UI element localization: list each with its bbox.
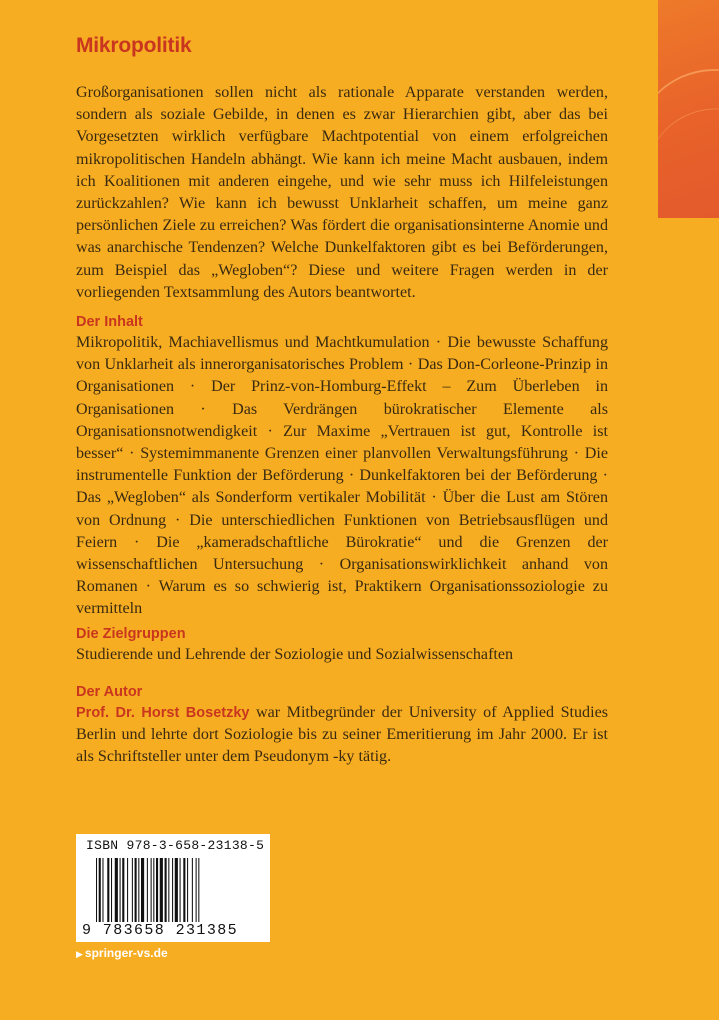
barcode-bar <box>107 858 109 922</box>
barcode-bar <box>147 858 148 922</box>
inhalt-heading: Der Inhalt <box>76 314 143 330</box>
barcode-bar <box>172 858 173 922</box>
barcode <box>96 858 264 922</box>
barcode-bar <box>111 858 112 922</box>
barcode-bar <box>132 858 133 922</box>
barcode-bar <box>115 858 118 922</box>
barcode-bar <box>180 858 181 922</box>
barcode-bar <box>175 858 178 922</box>
autor-heading: Der Autor <box>76 684 143 700</box>
intro-paragraph: Großorganisationen sollen nicht als rationale Apparate verstanden werden, sondern als soziale Gebilde, in denen es zwar Hierarchien gibt, aber das bei Vorgesetzten wirklich verfügbare Machtpotential von einem erfolgreichen mikropolitischen Handeln abhängt. Wie kann ich meine Macht ausbauen, indem ich Koalitionen mit anderen eingehe, und wie sehr muss ich Hilfeleistungen zurückzahlen? Wie kann ich bewusst Unklarheit schaffen, um meine ganz persönlichen Ziele zu erreichen? Was fördert die organisationsinterne Anomie und was anarchische Tendenzen? Welche Dunkelfaktoren gibt es bei Beförderungen, zum Beispiel das „Wegloben“? Diese und weitere Fragen werden in der vorliegenden Textsammlung des Autors beantwortet. <box>76 84 608 301</box>
zielgruppen-heading: Die Zielgruppen <box>76 626 186 642</box>
publisher-url: springer-vs.de <box>84 946 168 960</box>
autor-text <box>76 702 608 769</box>
barcode-bar <box>153 858 154 922</box>
barcode-bar <box>151 858 152 922</box>
author-name: Prof. Dr. Horst Bosetzky <box>76 705 250 721</box>
play-arrow-icon: ▶ <box>76 949 83 959</box>
section-inhalt <box>76 314 608 621</box>
barcode-digits: 9 783658 231385 <box>82 922 239 939</box>
barcode-bar <box>102 858 103 922</box>
barcode-bar <box>192 858 193 922</box>
barcode-bar <box>168 858 169 922</box>
barcode-bar <box>156 858 158 922</box>
barcode-bar <box>198 858 199 922</box>
book-title: Mikropolitik <box>76 34 192 57</box>
section-autor <box>76 684 608 769</box>
barcode-bar <box>183 858 185 922</box>
barcode-bar <box>120 858 121 922</box>
corner-color-block <box>658 0 719 218</box>
barcode-bar <box>160 858 163 922</box>
barcode-bar <box>135 858 137 922</box>
barcode-bar <box>196 858 197 922</box>
barcode-bar <box>96 858 97 922</box>
inhalt-text: Mikropolitik, Machiavellismus und Machtkumulation · Die bewusste Schaffung von Unklarheit als innerorganisatorisches Problem · Das Don-Corleone-Prinzip in Organisationen · Der Prinz-von-Homburg-Effekt – Zum Überleben in Organisationen · Das Verdrängen bürokratischer Elemente als Organisationsnotwendigkeit · Zur Maxime „Vertrauen ist gut, Kontrolle ist besser“ · Systemimmanente Grenzen einer planvollen Verwaltungsführung · Die instrumentelle Funktion der Beförderung · Dunkelfaktoren bei der Beförderung · Das „Wegloben“ als Sonderform vertikaler Mobilität · Über die Lust am Stören von Ordnung · Die unterschiedlichen Funktionen von Betriebsausflügen und Feiern · Die „kameradschaftliche Bürokratie“ und die Grenzen der wissenschaftlichen Untersuchung · Organisationswirklichkeit anhand von Romanen · Warum es so schwierig ist, Praktikern Organisationssoziologie zu vermitteln <box>76 334 608 618</box>
barcode-bar <box>138 858 139 922</box>
barcode-bar <box>141 858 144 922</box>
barcode-bar <box>99 858 101 922</box>
barcode-bar <box>165 858 167 922</box>
barcode-bar <box>187 858 188 922</box>
section-zielgruppen <box>76 626 608 666</box>
isbn-barcode-box <box>76 834 270 942</box>
isbn-label: ISBN 978-3-658-23138-5 <box>86 838 265 853</box>
barcode-bar <box>122 858 124 922</box>
author-bio: war Mitbegründer der University of Applied Studies Berlin und lehrte dort Soziologie bis zu seiner Emeritierung im Jahr 2000. Er ist als Schriftsteller unter dem Pseudonym -ky tätig. <box>76 704 608 766</box>
publisher-link[interactable] <box>76 946 168 960</box>
zielgruppen-text: Studierende und Lehrende der Soziologie und Sozialwissenschaften <box>76 646 514 663</box>
barcode-bar <box>127 858 128 922</box>
